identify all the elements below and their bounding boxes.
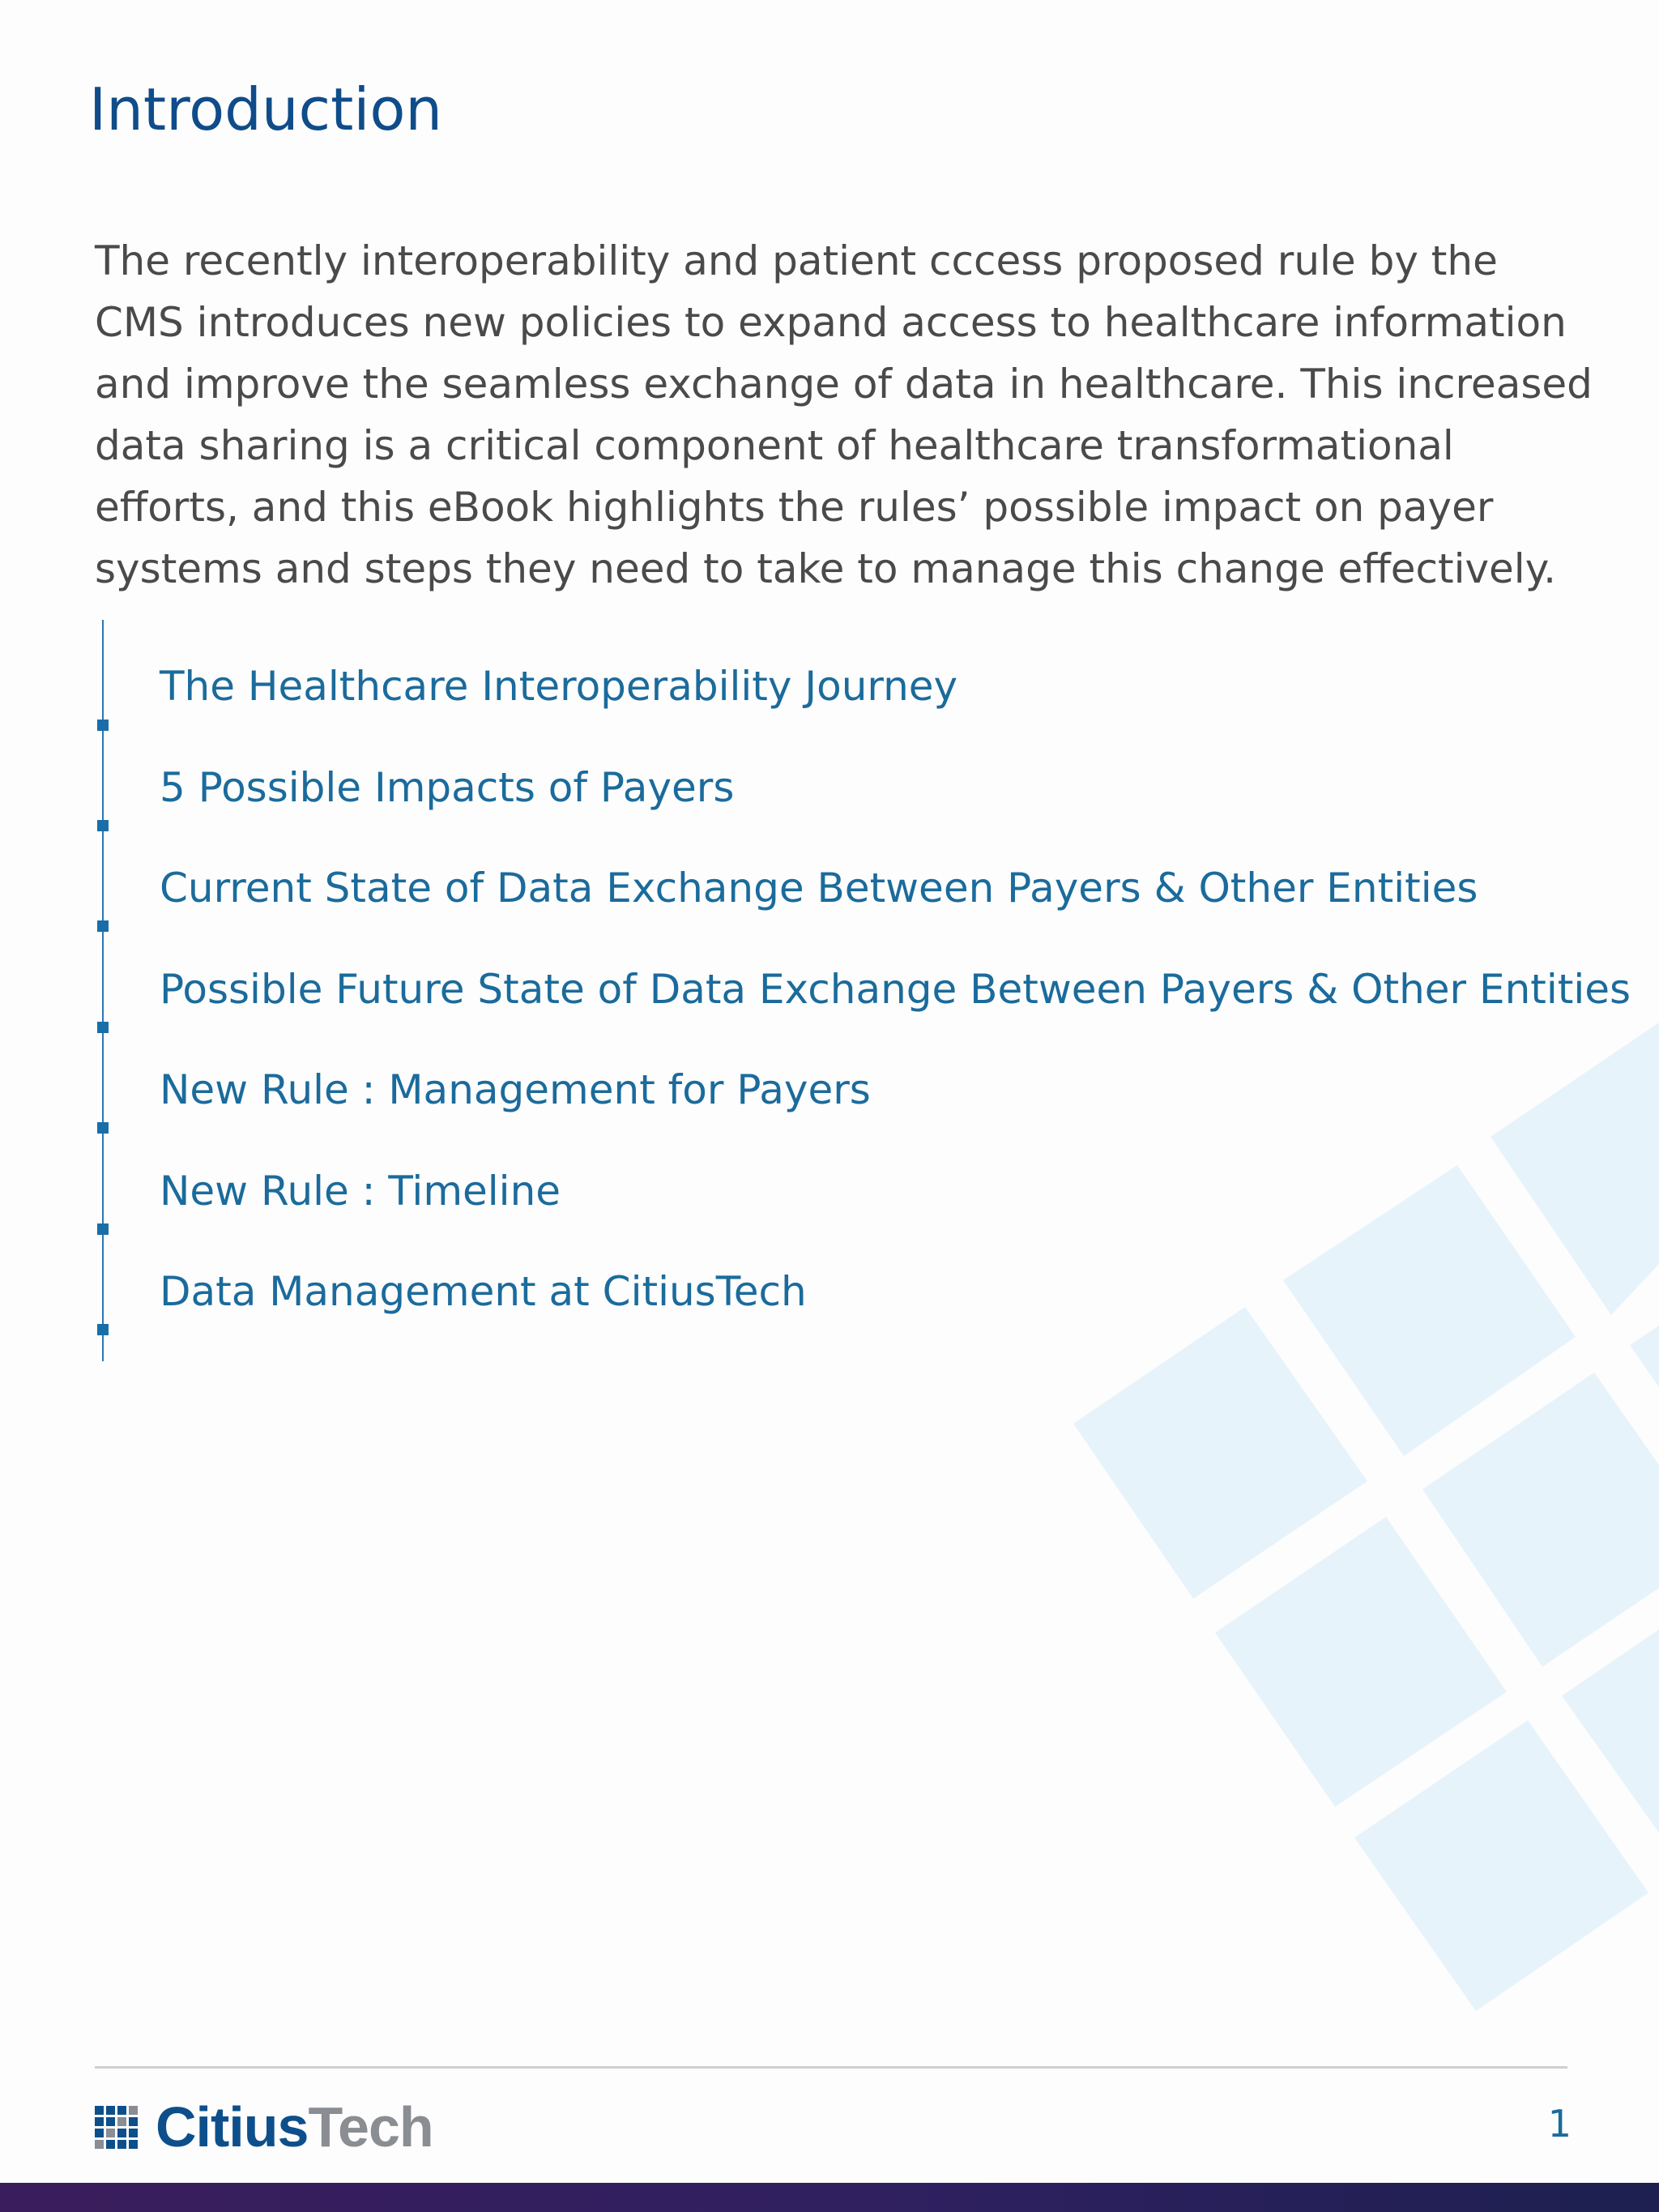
bullet-icon bbox=[97, 1122, 109, 1134]
toc-item[interactable] bbox=[104, 1167, 1627, 1272]
page-title: Introduction bbox=[89, 75, 443, 143]
bullet-icon bbox=[97, 720, 109, 731]
table-of-contents bbox=[102, 620, 1631, 1361]
logo-text-citius: Citius bbox=[156, 2095, 309, 2159]
bullet-icon bbox=[97, 1223, 109, 1235]
toc-item[interactable] bbox=[104, 663, 1627, 767]
logo-grid-icon bbox=[95, 2106, 138, 2149]
toc-item-label: New Rule : Management for Payers bbox=[160, 1066, 871, 1113]
toc-item-label: Current State of Data Exchange Between Payers & Other Entities bbox=[160, 865, 1478, 912]
toc-item-label: Possible Future State of Data Exchange Between Payers & Other Entities bbox=[160, 965, 1631, 1013]
bullet-icon bbox=[97, 820, 109, 831]
bullet-icon bbox=[97, 1022, 109, 1033]
footer-divider bbox=[95, 2066, 1567, 2069]
page-number: 1 bbox=[1547, 2102, 1572, 2146]
toc-item-label: Data Management at CitiusTech bbox=[160, 1268, 807, 1315]
bullet-icon bbox=[97, 920, 109, 932]
decor-tile bbox=[1215, 1517, 1507, 1807]
toc-item[interactable] bbox=[104, 865, 1627, 969]
toc-item[interactable] bbox=[104, 763, 1627, 869]
toc-item-label: New Rule : Timeline bbox=[160, 1167, 561, 1215]
toc-item[interactable] bbox=[104, 1268, 1627, 1373]
toc-item-label: 5 Possible Impacts of Payers bbox=[160, 763, 735, 811]
intro-paragraph: The recently interoperability and patient cccess proposed rule by the CMS introduces new policies to expand access to healthcare information and improve the seamless exchange of data in healthcare. This increased data sharing is a critical component of healthcare transformational efforts, and this eBook highlights the rules’ possible impact on payer systems and steps they need to take to manage this change effectively. bbox=[95, 237, 1593, 592]
toc-item-label: The Healthcare Interoperability Journey bbox=[160, 663, 958, 710]
logo-text-tech: Tech bbox=[308, 2095, 433, 2159]
bullet-icon bbox=[97, 1324, 109, 1335]
toc-item[interactable] bbox=[104, 1066, 1627, 1171]
citiustech-logo bbox=[95, 2095, 433, 2159]
footer-color-band bbox=[0, 2183, 1659, 2212]
toc-list bbox=[104, 663, 1631, 1373]
decor-tile bbox=[1630, 1326, 1659, 1387]
toc-item[interactable] bbox=[104, 965, 1631, 1070]
